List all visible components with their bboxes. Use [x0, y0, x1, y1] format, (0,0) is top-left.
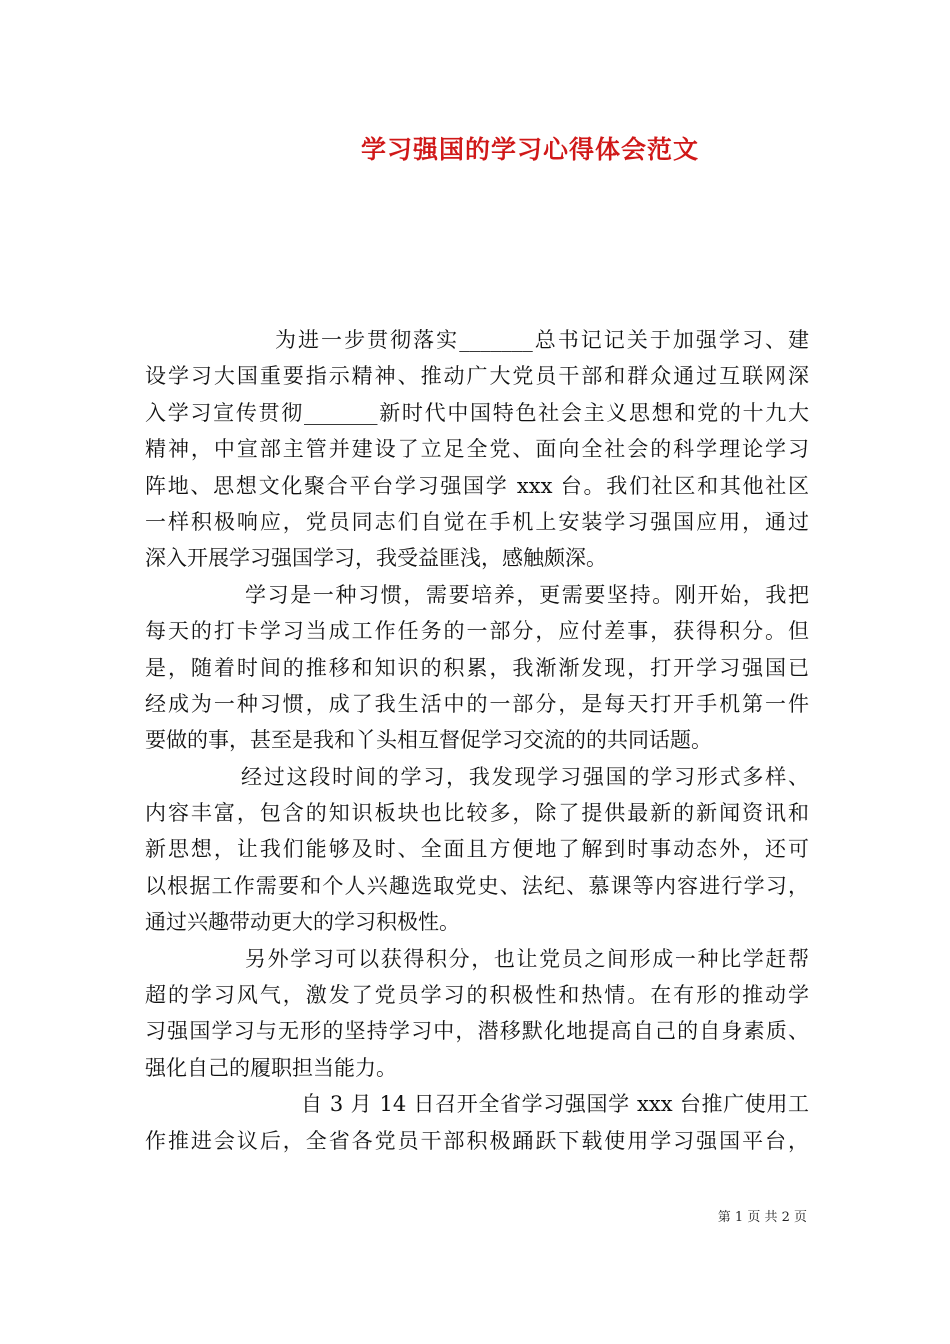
paragraph-3-line-3: 新思想，让我们能够及时、全面且方便地了解到时事动态外，还可 — [145, 837, 809, 862]
paragraph-1-line-6: 一样积极响应，党员同志们自觉在手机上安装学习强国应用，通过 — [145, 509, 809, 534]
page-number-footer: 第 1 页 共 2 页 — [717, 1210, 807, 1225]
paragraph-4-line-3: 习强国学习与无形的坚持学习中，潜移默化地提高自己的自身素质、 — [145, 1019, 809, 1044]
paragraph-1-line-5: 阵地、思想文化聚合平台学习强国学 xxx 台。我们社区和其他社区 — [145, 473, 809, 498]
document-title: 学习强国的学习心得体会范文 — [360, 135, 699, 164]
paragraph-2-line-1: 学习是一种习惯，需要培养，更需要坚持。刚开始，我把 — [245, 582, 809, 607]
paragraph-4-line-1: 另外学习可以获得积分，也让党员之间形成一种比学赶帮 — [245, 946, 809, 971]
document-body — [145, 322, 809, 1159]
paragraph-3-line-1: 经过这段时间的学习，我发现学习强国的学习形式多样、 — [241, 764, 809, 789]
paragraph-2-line-4: 经成为一种习惯，成了我生活中的一部分，是每天打开手机第一件 — [145, 691, 809, 716]
paragraph-3-line-5: 通过兴趣带动更大的学习积极性。 — [145, 910, 460, 935]
paragraph-2-line-5: 要做的事，甚至是我和丫头相互督促学习交流的的共同话题。 — [145, 728, 712, 753]
paragraph-3-line-2: 内容丰富，包含的知识板块也比较多，除了提供最新的新闻资讯和 — [145, 801, 809, 826]
paragraph-1-line-4: 精神，中宣部主管并建设了立足全党、面向全社会的科学理论学习 — [145, 437, 809, 462]
paragraph-5-line-2: 作推进会议后，全省各党员干部积极踊跃下载使用学习强国平台， — [145, 1128, 809, 1153]
paragraph-1-line-1: 为进一步贯彻落实_______总书记记关于加强学习、建 — [275, 328, 809, 352]
paragraph-5-line-1: 自 3 月 14 日召开全省学习强国学 xxx 台推广使用工 — [301, 1092, 809, 1117]
paragraph-1-line-3: 入学习宣传贯彻_______新时代中国特色社会主义思想和党的十九大 — [145, 400, 809, 425]
paragraph-1-line-2: 设学习大国重要指示精神、推动广大党员干部和群众通过互联网深 — [145, 364, 809, 389]
paragraph-1-line-7: 深入开展学习强国学习，我受益匪浅，感触颇深。 — [145, 546, 607, 571]
paragraph-2-line-2: 每天的打卡学习当成工作任务的一部分，应付差事，获得积分。但 — [145, 619, 809, 644]
paragraph-4-line-4: 强化自己的履职担当能力。 — [145, 1055, 397, 1080]
paragraph-3-line-4: 以根据工作需要和个人兴趣选取党史、法纪、慕课等内容进行学习， — [145, 873, 809, 898]
paragraph-4-line-2: 超的学习风气，激发了党员学习的积极性和热情。在有形的推动学 — [145, 983, 809, 1008]
paragraph-2-line-3: 是，随着时间的推移和知识的积累，我渐渐发现，打开学习强国已 — [145, 655, 809, 680]
